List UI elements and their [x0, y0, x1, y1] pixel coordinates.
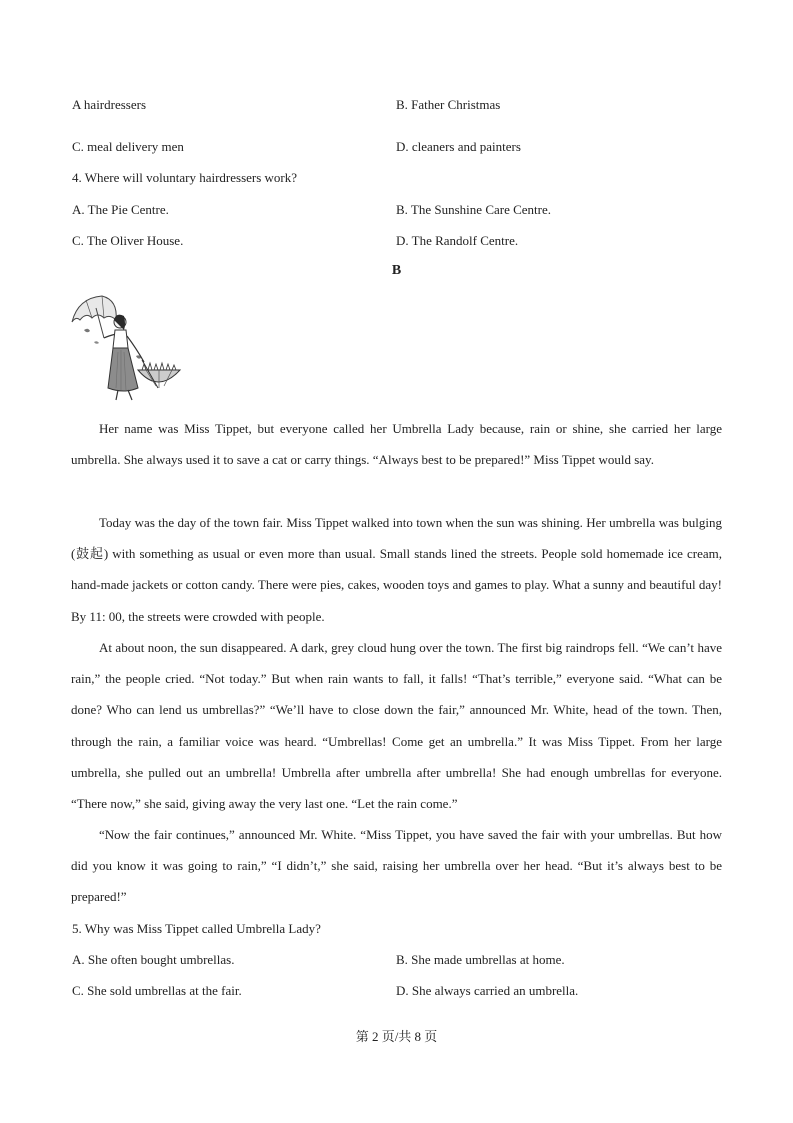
q4-option-a: A. The Pie Centre.	[72, 202, 169, 217]
passage-paragraph-1: Her name was Miss Tippet, but everyone called her Umbrella Lady because, rain or shine, she carried her large umbrella. She always used it to save a cat or carry things. “Always best to be prepared!” Miss Tippet would say.	[71, 421, 722, 468]
q5-option-b: B. She made umbrellas at home.	[396, 952, 565, 967]
passage-paragraph-2: Today was the day of the town fair. Miss Tippet walked into town when the sun was shining. Her umbrella was bulging (鼓起) with something as usual or even more than usual. Small stands lined the streets. People sold homemade ice cream, hand-made jackets or cotton candy. There were pies, cakes, wooden toys and games to play. What a sunny and beautiful day! By 11: 00, the streets were crowded with people.	[71, 515, 722, 624]
passage-paragraph-4: “Now the fair continues,” announced Mr. White. “Miss Tippet, you have saved the fair with your umbrellas. But how did you know it was going to rain,” “I didn’t,” she said, raising her umbrella over her head. “But it’s always best to be prepared!”	[71, 827, 722, 905]
umbrella-lady-illustration	[66, 290, 186, 408]
q4-option-b: B. The Sunshine Care Centre.	[396, 202, 552, 217]
q5-option-c: C. She sold umbrellas at the fair.	[72, 983, 242, 998]
passage-paragraph-3: At about noon, the sun disappeared. A dark, grey cloud hung over the town. The first big raindrops fell. “We can’t have rain,” the people cried. “Not today.” But when rain wants to fall, it falls! “That’s terrible,” everyone said. “What can be done? Who can lend us umbrellas?” “We’ll have to close down the fair,” announced Mr. White, head of the town. Then, through the rain, a familiar voice was heard. “Umbrellas! Come get an umbrella.” It was Miss Tippet. From her large umbrella, she pulled out an umbrella! Umbrella after umbrella after umbrella! She had enough umbrellas for everyone. “There now,” she said, giving away the very last one. “Let the rain come.”	[71, 640, 722, 812]
q5-question: 5. Why was Miss Tippet called Umbrella Lady?	[72, 921, 321, 936]
q4-question: 4. Where will voluntary hairdressers work?	[72, 170, 298, 185]
q3-option-b: B. Father Christmas	[396, 97, 501, 112]
page-number-footer: 第 2 页/共 8 页	[355, 1029, 438, 1044]
q3-option-d: D. cleaners and painters	[396, 139, 521, 154]
section-b-heading: B	[391, 263, 402, 278]
q4-option-d: D. The Randolf Centre.	[396, 233, 519, 248]
q3-option-a: A hairdressers	[72, 97, 147, 112]
q5-option-a: A. She often bought umbrellas.	[72, 952, 235, 967]
q3-option-c: C. meal delivery men	[72, 139, 184, 154]
q4-option-c: C. The Oliver House.	[72, 233, 184, 248]
q5-option-d: D. She always carried an umbrella.	[396, 983, 579, 998]
